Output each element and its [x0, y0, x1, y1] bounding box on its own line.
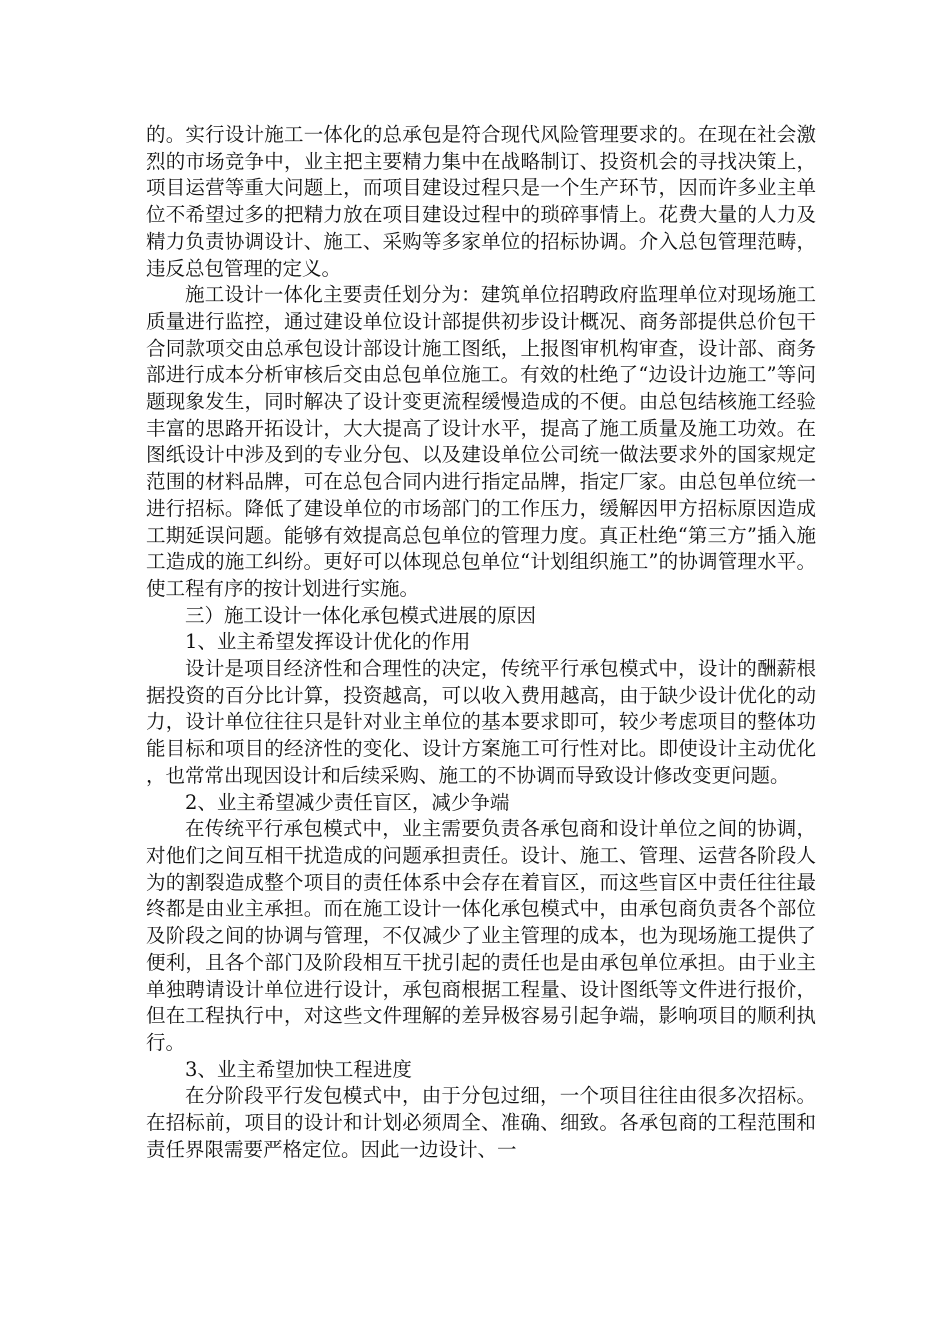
document-body	[146, 122, 816, 1163]
paragraph-4: 在传统平行承包模式中，业主需要负责各承包商和设计单位之间的协调，对他们之间互相干扰造成的问题承担责任。设计、施工、管理、运营各阶段人为的割裂造成整个项目的责任体系中会存在着盲区，而这些盲区中责任往往最终都是由业主承担。而在施工设计一体化承包模式中，由承包商负责各个部位及阶段之间的协调与管理，不仅减少了业主管理的成本，也为现场施工提供了便利，且各个部门及阶段相互干扰引起的责任也是由承包单位承担。由于业主单独聘请设计单位进行设计，承包商根据工程量、设计图纸等文件进行报价，但在工程执行中，对这些文件理解的差异极容易引起争端，影响项目的顺利执行。	[146, 817, 816, 1054]
paragraph-1: 的。实行设计施工一体化的总承包是符合现代风险管理要求的。在现在社会激烈的市场竞争中，业主把主要精力集中在战略制订、投资机会的寻找决策上，项目运营等重大问题上，而项目建设过程只是一个生产环节，因而许多业主单位不希望过多的把精力放在项目建设过程中的琐碎事情上。花费大量的人力及精力负责协调设计、施工、采购等多家单位的招标协调。介入总包管理范畴，违反总包管理的定义。	[146, 123, 816, 280]
subheading-3: 3、业主希望加快工程进度	[185, 1057, 412, 1081]
paragraph-2: 施工设计一体化主要责任划分为：建筑单位招聘政府监理单位对现场施工质量进行监控，通过建设单位设计部提供初步设计概况、商务部提供总价包干合同款项交由总承包设计部设计施工图纸，上报图审机构审查，设计部、商务部进行成本分析审核后交由总包单位施工。有效的杜绝了“边设计边施工”等问题现象发生，同时解决了设计变更流程缓慢造成的不便。由总包结核施工经验丰富的思路开拓设计，大大提高了设计水平，提高了施工质量及施工功效。在图纸设计中涉及到的专业分包、以及建设单位公司统一做法要求外的国家规定范围的材料品牌，可在总包合同内进行指定品牌，指定厂家。由总包单位统一进行招标。降低了建设单位的市场部门的工作压力，缓解因甲方招标原因造成工期延误问题。能够有效提高总包单位的管理力度。真正杜绝“第三方”插入施工造成的施工纠纷。更好可以体现总包单位“计划组织施工”的协调管理水平。使工程有序的按计划进行实施。	[146, 283, 816, 600]
paragraph-3: 设计是项目经济性和合理性的决定，传统平行承包模式中，设计的酬薪根据投资的百分比计算，投资越高，可以收入费用越高，由于缺少设计优化的动力，设计单位往往只是针对业主单位的基本要求即可，较少考虑项目的整体功能目标和项目的经济性的变化、设计方案施工可行性对比。即使设计主动优化，也常常出现因设计和后续采购、施工的不协调而导致设计修改变更问题。	[146, 657, 816, 787]
section-heading-3: 三）施工设计一体化承包模式进展的原因	[185, 603, 537, 627]
subheading-1: 1、业主希望发挥设计优化的作用	[185, 630, 471, 654]
paragraph-5: 在分阶段平行发包模式中，由于分包过细，一个项目往往由很多次招标。在招标前，项目的设计和计划必须周全、准确、细致。各承包商的工程范围和责任界限需要严格定位。因此一边设计、一	[146, 1084, 816, 1161]
subheading-2: 2、业主希望减少责任盲区，减少争端	[185, 790, 510, 814]
